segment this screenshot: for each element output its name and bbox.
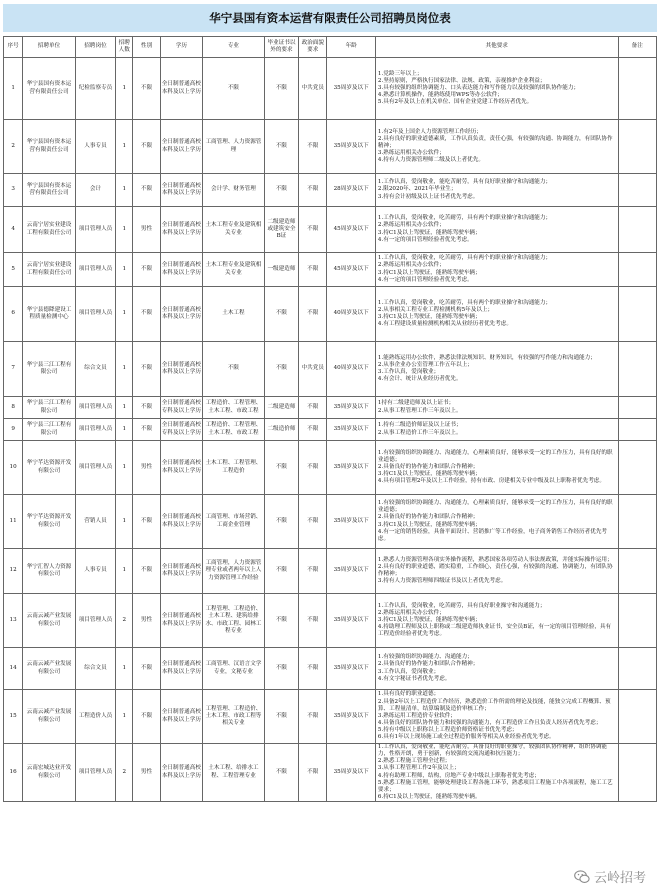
- requirement-line: 2.具备良好的协作能力和团队合作精神；: [377, 514, 479, 521]
- cell-edu: 全日制普通高校专科及以上学历: [160, 419, 202, 441]
- cell-cert: 不限: [264, 342, 298, 397]
- cell-post: 会计: [75, 174, 115, 207]
- cell-no: 3: [4, 174, 23, 207]
- cell-count: 1: [116, 58, 133, 120]
- cell-gender: 不限: [133, 287, 160, 342]
- requirement-line: 2.熟练运用相关办公软件；: [377, 609, 445, 616]
- table-row: [4, 253, 657, 287]
- cell-political: 中共党员: [299, 342, 327, 397]
- cell-age: 35周岁及以下: [327, 441, 376, 495]
- requirement-line: 4.具备良好的团队协作能力和较强的沟通能力，有工程造价工作且负责人经历者优先考虑；: [377, 720, 602, 727]
- cell-gender: 不限: [133, 342, 160, 397]
- cell-major: 土木工程专业及建筑相关专业: [203, 207, 265, 253]
- header-cell: 招聘单位: [23, 37, 76, 58]
- cell-edu: 全日制普通高校本科及以上学历: [160, 58, 202, 120]
- cell-count: 2: [116, 744, 133, 802]
- cell-post: 综合文员: [75, 342, 115, 397]
- cell-cert: 不限: [264, 690, 298, 744]
- requirement-line: 2.坚持原则，严格执行国家法律、法规、政策，亲视推护企业利益；: [377, 77, 546, 84]
- requirement-line: 1.熟悉人力资源管理各项实务操作流程，熟悉国家各项劳动人事法规政策，并能实际操作运用；: [377, 556, 613, 563]
- table-row: [4, 419, 657, 441]
- requirement-line: 1.工作认真，爱岗敬业，吃苦耐劳，具有良好职业操守和沟通能力；: [377, 602, 546, 609]
- cell-requirements: [375, 120, 618, 174]
- cell-major: 工程造价、工程管理、土木工程、市政工程: [203, 397, 265, 419]
- cell-requirements: [375, 397, 618, 419]
- cell-requirements: [375, 594, 618, 648]
- requirement-line: 3.具有较强的组织协调能力、口头表达能力和写作能力以及较强的团队协作能力；: [377, 84, 580, 91]
- cell-count: 2: [116, 594, 133, 648]
- header-cell: 其他要求: [375, 37, 618, 58]
- table-row: [4, 648, 657, 690]
- requirement-line: 1.有较强的组织协调能力、沟通能力，心理素质良好，能够承受一定的工作压力，具有良好的职业道德；: [377, 500, 613, 514]
- cell-gender: 男性: [133, 441, 160, 495]
- cell-post: 项目管理人员: [75, 207, 115, 253]
- cell-major: 工程管理、工程造价、土木工程、建筑给排水、市政工程、园林工程专业: [203, 594, 265, 648]
- cell-major: 土木工程专业及建筑相关专业: [203, 253, 265, 287]
- requirement-line: 1.工作认真，爱岗敬业，吃苦耐劳，具有两个的职业操守和沟通能力；: [377, 215, 552, 222]
- cell-note: [618, 594, 656, 648]
- requirement-line: 2.熟练运用相关办公软件；: [377, 262, 445, 269]
- cell-post: 项目管理人员: [75, 287, 115, 342]
- header-row: [4, 37, 657, 58]
- cell-cert: 二级建造师: [264, 397, 298, 419]
- cell-no: 15: [4, 690, 23, 744]
- cell-note: [618, 253, 656, 287]
- cell-count: 1: [116, 549, 133, 594]
- requirement-line: 3.持C1及以上驾驶证，能熟练驾驶车辆；: [377, 471, 481, 478]
- table-row: [4, 397, 657, 419]
- cell-gender: 男性: [133, 594, 160, 648]
- cell-major: 工商管理，人力资源管理专业或者两年以上人力资源管理工作经验: [203, 549, 265, 594]
- cell-no: 5: [4, 253, 23, 287]
- cell-no: 13: [4, 594, 23, 648]
- cell-unit: 云南云减产业发展有限公司: [23, 648, 76, 690]
- requirement-line: 2.具备良好的协作能力和团队合作精神；: [377, 661, 479, 668]
- cell-unit: 云南宁居实业建设工程有限责任公司: [23, 207, 76, 253]
- requirement-line: 4.持有助理工程师，结构，房地产专业中级以上职称者优先考虑；: [377, 772, 540, 779]
- requirement-line: 2.熟练运用相关办公软件；: [377, 222, 445, 229]
- cell-cert: 不限: [264, 648, 298, 690]
- requirement-line: 5.持有中级以上职称以上工程造价师资格证书优先考虑；: [377, 727, 518, 734]
- cell-gender: 男性: [133, 744, 160, 802]
- cell-cert: 不限: [264, 441, 298, 495]
- cell-unit: 华宁芊达资源开发有限公司: [23, 495, 76, 549]
- requirement-line: 1.有较强的组织协调能力、沟通能力；: [377, 654, 473, 661]
- requirement-line: 2.具备2年以上工程造价工作经历，熟悉造价工作所需的理论及技能，能独立完成工程概算、预算、工程量清单，结算编制及造价审核工作；: [377, 698, 611, 712]
- cell-edu: 全日制普通高校本科及以上学历: [160, 648, 202, 690]
- requirement-line: 3.持有人力资源管理师四级证书及以上者优先考虑。: [377, 578, 507, 585]
- requirement-line: 5.具有2年及以上在机关单位、国有企业党建工作经历者优先。: [377, 99, 533, 106]
- cell-gender: 不限: [133, 495, 160, 549]
- cell-cert: 二级建造师或建筑安全B证: [264, 207, 298, 253]
- cell-post: 工程造价人员: [75, 690, 115, 744]
- requirement-line: 5.熟悉工程施工管理，能够处理建设工程各施工环节，熟悉项目工程施工中各项流程，施工工艺要求；: [377, 779, 613, 793]
- cell-major: 不限: [203, 58, 265, 120]
- cell-no: 6: [4, 287, 23, 342]
- requirement-line: 4.持助理工程师及以上职称或二级建造师执业证书，安全员B证，有一定的项目管理经验，具有工程造价经验者优先考虑。: [377, 624, 612, 638]
- requirement-line: 3.持C1及以上驾驶证，能熟练驾驶车辆；: [377, 314, 481, 320]
- cell-note: [618, 549, 656, 594]
- cell-age: 45周岁及以下: [327, 207, 376, 253]
- cell-unit: 华宁县三江工程有限公司: [23, 419, 76, 441]
- header-cell: 招聘岗位: [75, 37, 115, 58]
- requirement-line: 3.持C1及以上驾驶证，能熟练驾驶车辆；: [377, 269, 481, 276]
- header-cell: 性别: [133, 37, 160, 58]
- requirement-line: 4.有一定的项目管理经验者优先考虑。: [377, 276, 473, 283]
- cell-political: 不限: [299, 648, 327, 690]
- cell-political: 不限: [299, 495, 327, 549]
- cell-major: 土木工程: [203, 287, 265, 342]
- cell-gender: 不限: [133, 419, 160, 441]
- cell-political: 不限: [299, 253, 327, 287]
- watermark-text: 云岭招考: [593, 871, 646, 886]
- cell-note: [618, 120, 656, 174]
- cell-edu: 全日制普通高校本科及以上学历: [160, 690, 202, 744]
- requirement-line: 1持有二级建造师及以上证书；: [377, 400, 455, 407]
- cell-age: 45周岁及以下: [327, 253, 376, 287]
- cell-unit: 云南宏城达业开发有限公司: [23, 744, 76, 802]
- cell-count: 1: [116, 207, 133, 253]
- cell-political: 不限: [299, 441, 327, 495]
- cell-post: 人事专员: [75, 549, 115, 594]
- requirement-line: 2.限2020年、2021年毕业生；: [377, 186, 457, 193]
- cell-age: 35周岁及以下: [327, 594, 376, 648]
- cell-unit: 华宁县三江工程有限公司: [23, 342, 76, 397]
- cell-post: 项目管理人员: [75, 253, 115, 287]
- cell-gender: 不限: [133, 648, 160, 690]
- header-cell: 年龄: [327, 37, 376, 58]
- cell-major: 土木工程、工程管理、工程造价: [203, 441, 265, 495]
- table-row: [4, 744, 657, 802]
- cell-post: 项目管理人员: [75, 744, 115, 802]
- wechat-icon: [574, 870, 590, 884]
- cell-major: 工程管理、工程造价、土木工程、市政工程等相关专业: [203, 690, 265, 744]
- cell-age: 35周岁及以下: [327, 397, 376, 419]
- cell-requirements: [375, 549, 618, 594]
- cell-post: 人事专员: [75, 120, 115, 174]
- requirement-line: 2.具有良好的职业道德素质，工作认真负责，责任心强，有较强的沟通、协调能力，有团队协作精神；: [377, 135, 613, 149]
- requirement-line: 2.从事工程管理工作三年及以上。: [377, 407, 462, 414]
- cell-requirements: [375, 58, 618, 120]
- cell-requirements: [375, 648, 618, 690]
- cell-unit: 华宁县国有资本运营有限责任公司: [23, 174, 76, 207]
- cell-post: 项目管理人员: [75, 441, 115, 495]
- requirement-line: 4.有工程建设质量检测机构相关从业经历者优先考虑。: [377, 321, 512, 328]
- cell-unit: 华宁县德降建设工程质量检测中心: [23, 287, 76, 342]
- requirement-line: 2.具备良好的协作能力和团队合作精神；: [377, 463, 479, 470]
- requirement-line: 3.持有会计初级及以上证书者优先考虑。: [377, 193, 479, 200]
- requirement-line: 2.具有良好的职业道德，踏实稳重，工作细心，责任心强，有较强的沟通、协调能力，有团队协作精神；: [377, 563, 613, 577]
- cell-note: [618, 342, 656, 397]
- cell-no: 12: [4, 549, 23, 594]
- requirement-line: 4.有一定的销售经验，具备平面设计、营销推广等工作经验，电子商务销售工作经历者优先考虑。: [377, 528, 608, 542]
- cell-unit: 华宁汇智人力资源有限公司: [23, 549, 76, 594]
- header-cell: 毕业证书以外的要求: [264, 37, 298, 58]
- cell-count: 1: [116, 397, 133, 419]
- cell-political: 不限: [299, 744, 327, 802]
- cell-age: 35周岁及以下: [327, 648, 376, 690]
- cell-major: 工商管理、市场营销、工商企业管理: [203, 495, 265, 549]
- cell-major: 工商管理、汉语言文学专业，文秘专业: [203, 648, 265, 690]
- cell-note: [618, 690, 656, 744]
- cell-political: 不限: [299, 207, 327, 253]
- cell-unit: 云南宁居实业建设工程有限责任公司: [23, 253, 76, 287]
- cell-age: 35周岁及以下: [327, 58, 376, 120]
- requirement-line: 1.有较强的组织协调能力、沟通能力，心理素质良好，能够承受一定的工作压力，具有良好的职业道德；: [377, 449, 613, 463]
- table-row: [4, 441, 657, 495]
- cell-count: 1: [116, 419, 133, 441]
- cell-count: 1: [116, 690, 133, 744]
- cell-note: [618, 287, 656, 342]
- cell-post: 项目管理人员: [75, 419, 115, 441]
- cell-note: [618, 207, 656, 253]
- requirement-line: 2.熟悉工程施工管理全过程；: [377, 758, 451, 765]
- header-cell: 政治面貌要求: [299, 37, 327, 58]
- cell-no: 2: [4, 120, 23, 174]
- cell-no: 14: [4, 648, 23, 690]
- cell-count: 1: [116, 441, 133, 495]
- cell-gender: 不限: [133, 120, 160, 174]
- cell-count: 1: [116, 174, 133, 207]
- cell-no: 7: [4, 342, 23, 397]
- cell-note: [618, 441, 656, 495]
- table-title: 华宁县国有资本运营有限责任公司招聘员岗位表: [3, 4, 657, 32]
- cell-edu: 全日制普通高校本科及以上学历: [160, 441, 202, 495]
- requirement-line: 3.熟练运用相关办公软件；: [377, 150, 445, 157]
- requirement-line: 2.从事企业办公室管理工作五年以上；: [377, 361, 473, 368]
- cell-major: 会计学、财务管理: [203, 174, 265, 207]
- requirement-line: 1.工作认真，爱岗敬业，能吃苦耐劳，具有良好职业操守和沟通能力；: [377, 179, 552, 186]
- cell-requirements: [375, 419, 618, 441]
- cell-political: 不限: [299, 549, 327, 594]
- cell-note: [618, 744, 656, 802]
- table-row: [4, 594, 657, 648]
- requirement-line: 3.熟练运用工程造价专业软件；: [377, 712, 456, 719]
- table-row: [4, 207, 657, 253]
- cell-gender: 不限: [133, 174, 160, 207]
- cell-political: 不限: [299, 419, 327, 441]
- cell-edu: 全日制普通高校本科及以上学历: [160, 495, 202, 549]
- requirement-line: 1.具有良好的职业道德；: [377, 691, 440, 698]
- cell-count: 1: [116, 495, 133, 549]
- cell-no: 1: [4, 58, 23, 120]
- cell-age: 35周岁及以下: [327, 549, 376, 594]
- table-row: [4, 549, 657, 594]
- cell-count: 1: [116, 287, 133, 342]
- cell-requirements: [375, 174, 618, 207]
- cell-gender: 不限: [133, 253, 160, 287]
- header-cell: 学历: [160, 37, 202, 58]
- cell-note: [618, 495, 656, 549]
- cell-gender: 不限: [133, 690, 160, 744]
- cell-age: 40周岁及以下: [327, 342, 376, 397]
- requirement-line: 3.持C1及以上驾驶证，能熟练驾驶车辆；: [377, 616, 481, 623]
- cell-edu: 全日制普通高校本科及以上学历: [160, 342, 202, 397]
- requirement-line: 4.有一定的项目管理经验者优先考虑。: [377, 236, 473, 243]
- cell-no: 8: [4, 397, 23, 419]
- header-cell: 备注: [618, 37, 656, 58]
- cell-unit: 云南云减产业发展有限公司: [23, 690, 76, 744]
- job-table-body: [4, 58, 657, 802]
- cell-cert: 二级造价师: [264, 419, 298, 441]
- requirement-line: 6.持C1及以上驾驶证，能熟练驾驶车辆。: [377, 794, 481, 801]
- header-cell: 序号: [4, 37, 23, 58]
- cell-cert: 一级建造师: [264, 253, 298, 287]
- cell-requirements: [375, 441, 618, 495]
- requirement-line: 3.持C1及以上驾驶证，能熟练驾驶车辆；: [377, 521, 481, 528]
- table-row: [4, 495, 657, 549]
- cell-age: 35周岁及以下: [327, 419, 376, 441]
- requirement-line: 1.工作认真，爱岗敬业，能吃苦耐劳，具备良好的职业操守，较强团队协作精神，组织协调能力，性格开朗，勇于创新，有较强的交流沟通和抗压能力；: [377, 744, 608, 758]
- job-table: [3, 36, 657, 802]
- cell-cert: 不限: [264, 495, 298, 549]
- cell-major: 工商管理、人力资源管理: [203, 120, 265, 174]
- cell-political: 不限: [299, 287, 327, 342]
- cell-gender: 不限: [133, 549, 160, 594]
- table-row: [4, 342, 657, 397]
- cell-major: 工程造价、工程管理、土木工程、市政工程: [203, 419, 265, 441]
- requirement-line: 6.具有1年以上现场施工或全过程造价服务等相关从业经验者优先考虑。: [377, 734, 555, 741]
- cell-political: 不限: [299, 690, 327, 744]
- cell-unit: 华宁县三江工程有限公司: [23, 397, 76, 419]
- cell-unit: 华宁县国有资本运营有限责任公司: [23, 58, 76, 120]
- cell-requirements: [375, 207, 618, 253]
- cell-requirements: [375, 744, 618, 802]
- cell-requirements: [375, 287, 618, 342]
- cell-post: 营销人员: [75, 495, 115, 549]
- cell-cert: 不限: [264, 58, 298, 120]
- table-row: [4, 120, 657, 174]
- requirement-line: 1.持有二级造价师证及以上证书；: [377, 422, 462, 429]
- table-row: [4, 174, 657, 207]
- cell-no: 16: [4, 744, 23, 802]
- cell-age: 35周岁及以下: [327, 120, 376, 174]
- cell-age: 40周岁及以下: [327, 287, 376, 342]
- cell-edu: 全日制普通高校本科及以上学历: [160, 287, 202, 342]
- requirement-line: 3.工作认真，爱岗敬业；: [377, 668, 440, 675]
- header-cell: 专业: [203, 37, 265, 58]
- requirement-line: 1.工作认真，爱岗敬业，吃苦耐劳，具有两个的职业操守和沟通能力；: [377, 255, 552, 262]
- requirement-line: 4.有会计、统计从业经历者优先。: [377, 376, 462, 383]
- cell-cert: 不限: [264, 594, 298, 648]
- cell-requirements: [375, 690, 618, 744]
- cell-major: 土木工程、给排水工程、工程管理专业: [203, 744, 265, 802]
- requirement-line: 2.从事工程造价工作三年及以上。: [377, 429, 462, 436]
- requirement-line: 4.具有项目管理2年及以上工作经验，持有市政、房建相关专业中级及以上职称者优先考虑。: [377, 478, 605, 485]
- watermark: [574, 867, 646, 886]
- cell-age: 35周岁及以下: [327, 744, 376, 802]
- cell-cert: 不限: [264, 287, 298, 342]
- cell-count: 1: [116, 120, 133, 174]
- cell-requirements: [375, 342, 618, 397]
- cell-note: [618, 58, 656, 120]
- cell-note: [618, 174, 656, 207]
- requirement-line: 4.有文字秘证书者优先考虑。: [377, 675, 451, 682]
- cell-gender: 不限: [133, 58, 160, 120]
- cell-cert: 不限: [264, 120, 298, 174]
- cell-age: 35周岁及以下: [327, 690, 376, 744]
- requirement-line: 4.持有人力资源管理师二级及以上者优先。: [377, 157, 484, 164]
- cell-age: 28周岁及以下: [327, 174, 376, 207]
- cell-note: [618, 397, 656, 419]
- cell-no: 4: [4, 207, 23, 253]
- cell-edu: 全日制普通高校本科及以上学历: [160, 744, 202, 802]
- cell-requirements: [375, 253, 618, 287]
- cell-edu: 全日制普通高校专科及以上学历: [160, 397, 202, 419]
- cell-count: 1: [116, 648, 133, 690]
- requirement-line: 1.有2年及上国企人力资源管理工作经历；: [377, 128, 482, 135]
- cell-requirements: [375, 495, 618, 549]
- header-cell: 招聘人数: [116, 37, 133, 58]
- cell-edu: 全日制普通高校本科及以上学历: [160, 174, 202, 207]
- cell-gender: 不限: [133, 397, 160, 419]
- cell-political: 不限: [299, 120, 327, 174]
- requirement-line: 3.持C1及以上驾驶证，能熟练驾驶车辆；: [377, 229, 481, 236]
- table-row: [4, 58, 657, 120]
- requirement-line: 3.工作认真，爱岗敬业；: [377, 369, 440, 375]
- cell-age: 35周岁及以下: [327, 495, 376, 549]
- requirement-line: 2.从事相关工程专业工程检测机构5年及以上；: [377, 306, 494, 313]
- cell-edu: 全日制普通高校本科及以上学历: [160, 253, 202, 287]
- cell-post: 纪检监察专员: [75, 58, 115, 120]
- cell-note: [618, 648, 656, 690]
- cell-unit: 华宁县国有资本运营有限责任公司: [23, 120, 76, 174]
- cell-cert: 不限: [264, 744, 298, 802]
- cell-note: [618, 419, 656, 441]
- cell-edu: 全日制普通高校本科及以上学历: [160, 120, 202, 174]
- cell-unit: 华宁芊达资源开发有限公司: [23, 441, 76, 495]
- cell-no: 10: [4, 441, 23, 495]
- cell-no: 11: [4, 495, 23, 549]
- requirement-line: 1.能熟练运用办公软件，熟悉法律法规知识、财务知识，有较强的写作能力和沟通能力；: [377, 354, 596, 361]
- cell-edu: 全日制普通高校本科及以上学历: [160, 207, 202, 253]
- cell-cert: 不限: [264, 549, 298, 594]
- cell-no: 9: [4, 419, 23, 441]
- cell-count: 1: [116, 342, 133, 397]
- cell-major: 不限: [203, 342, 265, 397]
- requirement-line: 4.熟悉计算机操作，能熟练使用WPS等办公软件；: [377, 92, 503, 99]
- table-row: [4, 690, 657, 744]
- cell-political: 不限: [299, 174, 327, 207]
- requirement-line: 3.从事工程管理工作2年及以上；: [377, 765, 460, 772]
- cell-edu: 全日制普通高校本科及以上学历: [160, 594, 202, 648]
- cell-post: 项目管理人员: [75, 397, 115, 419]
- requirement-line: 1.党龄三年以上；: [377, 70, 423, 77]
- cell-gender: 男性: [133, 207, 160, 253]
- cell-political: 不限: [299, 594, 327, 648]
- cell-count: 1: [116, 253, 133, 287]
- cell-cert: 不限: [264, 174, 298, 207]
- table-row: [4, 287, 657, 342]
- cell-post: 综合文员: [75, 648, 115, 690]
- cell-unit: 云南云减产业发展有限公司: [23, 594, 76, 648]
- cell-post: 项目管理人员: [75, 594, 115, 648]
- requirement-line: 1.工作认真，爱岗敬业，吃苦耐劳，具有两个的职业操守和沟通能力；: [377, 299, 552, 306]
- cell-edu: 全日制普通高校本科及以上学历: [160, 549, 202, 594]
- cell-political: 不限: [299, 397, 327, 419]
- cell-political: 中共党员: [299, 58, 327, 120]
